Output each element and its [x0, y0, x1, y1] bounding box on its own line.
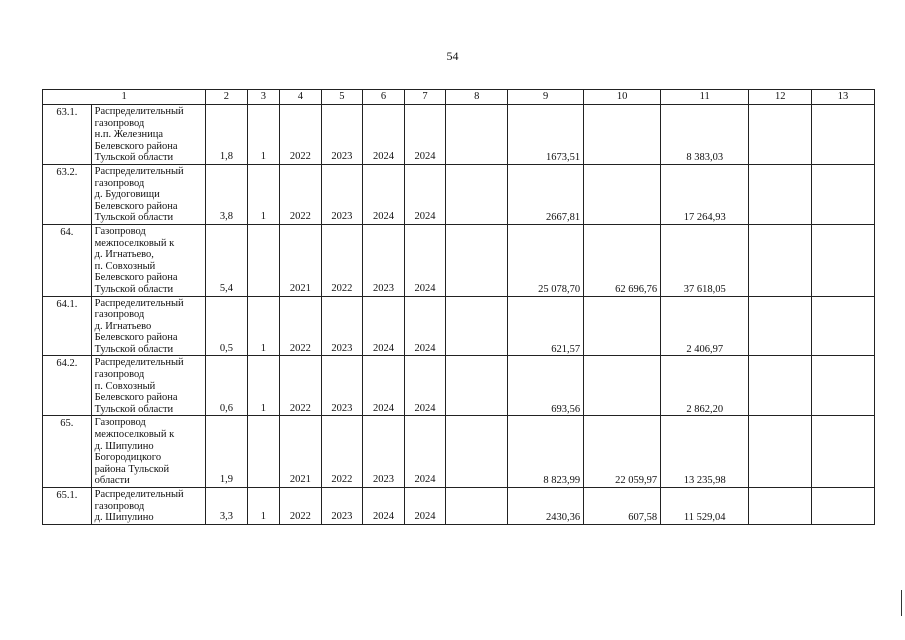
object-name-line: Белевского района — [94, 272, 178, 284]
cell-c9: 621,57 — [508, 296, 584, 356]
cell-c13 — [812, 356, 875, 416]
cell-c5: 2023 — [321, 488, 363, 525]
cell-c2: 1,8 — [206, 105, 248, 165]
cell-c6: 2024 — [363, 105, 405, 165]
row-number: 63.2. — [43, 164, 92, 224]
object-name-line: Распределительный — [94, 106, 184, 117]
table-row — [43, 296, 875, 356]
object-name — [91, 356, 206, 416]
header-cell: 2 — [206, 90, 248, 105]
cell-c7: 2024 — [404, 224, 446, 296]
cell-c5: 2022 — [321, 416, 363, 488]
cell-c3: 1 — [247, 164, 279, 224]
cell-c5: 2022 — [321, 224, 363, 296]
object-name-line: д. Игнатьево, — [94, 249, 154, 261]
object-name-line: газопровод — [94, 369, 145, 381]
cell-c2: 1,9 — [206, 416, 248, 488]
cell-c5: 2023 — [321, 105, 363, 165]
cell-c10: 62 696,76 — [584, 224, 661, 296]
object-name-line: Газопровод — [94, 225, 146, 237]
header-cell: 1 — [43, 90, 206, 105]
object-name-line: Распределительный — [94, 165, 184, 177]
cell-c7: 2024 — [404, 416, 446, 488]
table-row — [43, 164, 875, 224]
header-cell: 4 — [280, 90, 322, 105]
table-row — [43, 416, 875, 488]
header-cell: 5 — [321, 90, 363, 105]
object-name-line: газопровод — [94, 117, 145, 129]
object-name-line: Белевского района — [94, 140, 178, 152]
cell-c11: 11 529,04 — [661, 488, 749, 525]
cell-c9: 693,56 — [508, 356, 584, 416]
header-cell: 12 — [749, 90, 812, 105]
cell-c10 — [584, 296, 661, 356]
object-name-line: Распределительный — [94, 357, 184, 369]
cell-c2: 3,3 — [206, 488, 248, 525]
cell-c4: 2021 — [280, 224, 322, 296]
row-number: 64.2. — [43, 356, 92, 416]
data-table — [42, 89, 875, 525]
header-cell: 10 — [584, 90, 661, 105]
object-name-line: газопровод — [94, 500, 145, 512]
cell-c3 — [247, 416, 279, 488]
cell-c13 — [812, 164, 875, 224]
object-name-line: Белевского района — [94, 332, 178, 344]
cell-c4: 2022 — [280, 105, 322, 165]
cell-c9: 2430,36 — [508, 488, 584, 525]
object-name-line: н.п. Железница — [94, 129, 163, 141]
object-name-line: газопровод — [94, 309, 145, 321]
row-number: 64. — [43, 224, 92, 296]
table-row — [43, 488, 875, 525]
cell-c12 — [749, 416, 812, 488]
object-name-line: Тульской области — [94, 212, 174, 224]
cell-c12 — [749, 164, 812, 224]
object-name-line: Белевского района — [94, 200, 178, 212]
table-row — [43, 105, 875, 165]
cell-c5: 2023 — [321, 296, 363, 356]
object-name-line: п. Совхозный — [94, 260, 156, 272]
header-cell: 7 — [404, 90, 446, 105]
object-name-line: Тульской области — [94, 403, 174, 415]
cell-c5: 2023 — [321, 356, 363, 416]
object-name — [91, 105, 206, 165]
cell-c10: 607,58 — [584, 488, 661, 525]
cell-c8 — [446, 224, 508, 296]
object-name-line: межпоселковый к — [94, 237, 175, 249]
cell-c12 — [749, 488, 812, 525]
cell-c11: 37 618,05 — [661, 224, 749, 296]
cell-c10: 22 059,97 — [584, 416, 661, 488]
cell-c12 — [749, 224, 812, 296]
header-row — [43, 90, 875, 105]
cell-c6: 2024 — [363, 488, 405, 525]
cell-c11: 2 406,97 — [661, 296, 749, 356]
object-name-line: д. Шипулино — [94, 512, 154, 524]
cell-c7: 2024 — [404, 164, 446, 224]
object-name-line: Распределительный — [94, 489, 184, 500]
header-cell: 13 — [812, 90, 875, 105]
object-name-line: Тульской области — [94, 283, 174, 295]
cell-c7: 2024 — [404, 105, 446, 165]
cell-c13 — [812, 224, 875, 296]
cell-c13 — [812, 488, 875, 525]
header-cell: 9 — [508, 90, 584, 105]
row-number: 63.1. — [43, 105, 92, 165]
object-name — [91, 488, 206, 525]
cell-c9: 8 823,99 — [508, 416, 584, 488]
cell-c13 — [812, 416, 875, 488]
cell-c2: 0,5 — [206, 296, 248, 356]
cell-c3: 1 — [247, 488, 279, 525]
cell-c12 — [749, 296, 812, 356]
cell-c8 — [446, 356, 508, 416]
header-cell: 3 — [247, 90, 279, 105]
cell-c12 — [749, 356, 812, 416]
edge-mark — [901, 590, 902, 616]
cell-c10 — [584, 105, 661, 165]
page-number: 54 — [446, 49, 459, 63]
cell-c6: 2024 — [363, 164, 405, 224]
header-cell: 6 — [363, 90, 405, 105]
cell-c9: 25 078,70 — [508, 224, 584, 296]
object-name-line: Богородицкого — [94, 452, 162, 464]
cell-c2: 3,8 — [206, 164, 248, 224]
cell-c9: 1673,51 — [508, 105, 584, 165]
cell-c5: 2023 — [321, 164, 363, 224]
object-name — [91, 296, 206, 356]
row-number: 65.1. — [43, 488, 92, 525]
cell-c4: 2022 — [280, 356, 322, 416]
object-name-line: района Тульской — [94, 463, 170, 475]
object-name — [91, 416, 206, 488]
row-number: 64.1. — [43, 296, 92, 356]
cell-c7: 2024 — [404, 296, 446, 356]
object-name-line: межпоселковый к — [94, 429, 175, 441]
cell-c13 — [812, 296, 875, 356]
cell-c2: 5,4 — [206, 224, 248, 296]
object-name — [91, 164, 206, 224]
cell-c6: 2023 — [363, 224, 405, 296]
object-name — [91, 224, 206, 296]
cell-c6: 2024 — [363, 296, 405, 356]
cell-c2: 0,6 — [206, 356, 248, 416]
object-name-line: д. Игнатьево — [94, 320, 152, 332]
object-name-line: Тульской области — [94, 343, 174, 355]
cell-c3: 1 — [247, 356, 279, 416]
object-name-line: Газопровод — [94, 417, 146, 429]
object-name-line: Распределительный — [94, 297, 184, 309]
row-number: 65. — [43, 416, 92, 488]
cell-c13 — [812, 105, 875, 165]
table-row — [43, 356, 875, 416]
cell-c6: 2023 — [363, 416, 405, 488]
cell-c7: 2024 — [404, 488, 446, 525]
cell-c4: 2022 — [280, 488, 322, 525]
cell-c3: 1 — [247, 105, 279, 165]
cell-c11: 8 383,03 — [661, 105, 749, 165]
cell-c10 — [584, 356, 661, 416]
cell-c7: 2024 — [404, 356, 446, 416]
object-name-line: Белевского района — [94, 392, 178, 404]
object-name-line: п. Совхозный — [94, 380, 156, 392]
cell-c12 — [749, 105, 812, 165]
cell-c11: 17 264,93 — [661, 164, 749, 224]
object-name-line: газопровод — [94, 177, 145, 189]
cell-c8 — [446, 488, 508, 525]
cell-c8 — [446, 105, 508, 165]
cell-c4: 2022 — [280, 296, 322, 356]
object-name-line: области — [94, 475, 130, 487]
cell-c4: 2022 — [280, 164, 322, 224]
cell-c3: 1 — [247, 296, 279, 356]
cell-c6: 2024 — [363, 356, 405, 416]
object-name-line: д. Будоговищи — [94, 189, 160, 201]
cell-c11: 2 862,20 — [661, 356, 749, 416]
header-cell: 11 — [661, 90, 749, 105]
table-row — [43, 224, 875, 296]
cell-c11: 13 235,98 — [661, 416, 749, 488]
cell-c3 — [247, 224, 279, 296]
cell-c8 — [446, 164, 508, 224]
cell-c8 — [446, 296, 508, 356]
object-name-line: д. Шипулино — [94, 440, 154, 452]
cell-c4: 2021 — [280, 416, 322, 488]
object-name-line: Тульской области — [94, 152, 174, 164]
header-cell: 8 — [446, 90, 508, 105]
cell-c9: 2667,81 — [508, 164, 584, 224]
cell-c8 — [446, 416, 508, 488]
cell-c10 — [584, 164, 661, 224]
